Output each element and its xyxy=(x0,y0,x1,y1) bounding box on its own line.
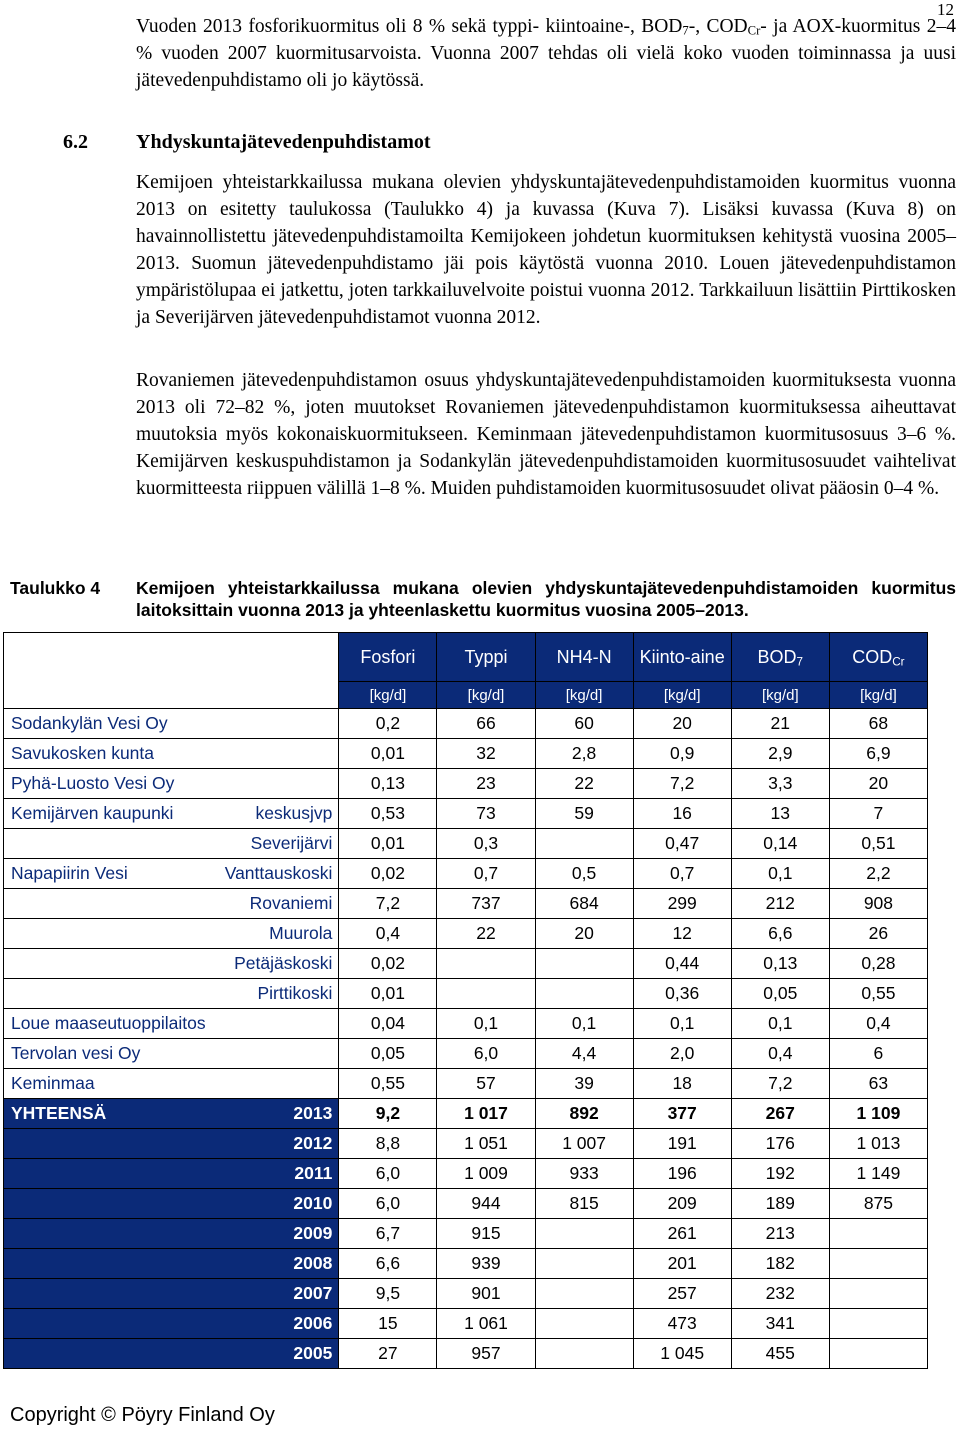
plant-site: Petäjäskoski xyxy=(234,953,333,973)
total-value-cell: 267 xyxy=(731,1099,829,1129)
total-value-cell: 182 xyxy=(731,1249,829,1279)
section-title: Yhdyskuntajätevedenpuhdistamot xyxy=(136,131,431,153)
value-cell: 0,1 xyxy=(437,1009,535,1039)
value-cell: 6 xyxy=(829,1039,927,1069)
value-cell: 0,7 xyxy=(437,859,535,889)
total-value-cell: 341 xyxy=(731,1309,829,1339)
plant-owner: Tervolan vesi Oy xyxy=(11,1043,141,1063)
intro-paragraph: Vuoden 2013 fosforikuormitus oli 8 % sekä typpi- kiintoaine-, $BOD_7-$, $COD_{Cr}-$ ja AOX-kuormitus 2–4 % vuoden 2007 kuormitusarvoista. Vuonna 2007 tehdas oli vielä koko vuoden toiminnassa ja uusi jätevedenpuhdistamo oli jo käytössä. xyxy=(136,16,956,91)
total-value-cell xyxy=(829,1219,927,1249)
copyright: Copyright © Pöyry Finland Oy xyxy=(10,1404,275,1426)
unit-cell: [kg/d] xyxy=(829,682,927,709)
total-value-cell: 957 xyxy=(437,1339,535,1369)
plant-name-cell xyxy=(4,1039,339,1069)
total-value-cell: 6,0 xyxy=(339,1159,437,1189)
value-cell: 0,05 xyxy=(339,1039,437,1069)
value-cell: 0,14 xyxy=(731,829,829,859)
plant-name-cell xyxy=(4,829,339,859)
value-cell: 0,51 xyxy=(829,829,927,859)
total-value-cell: 1 149 xyxy=(829,1159,927,1189)
value-cell: 0,55 xyxy=(339,1069,437,1099)
value-cell: 6,6 xyxy=(731,919,829,949)
value-cell: 0,02 xyxy=(339,859,437,889)
value-cell: 32 xyxy=(437,739,535,769)
value-cell: 22 xyxy=(535,769,633,799)
value-cell: 23 xyxy=(437,769,535,799)
column-header: Fosfori xyxy=(339,633,437,682)
total-value-cell: 1 051 xyxy=(437,1129,535,1159)
total-value-cell: 196 xyxy=(633,1159,731,1189)
plant-site: Rovaniemi xyxy=(249,893,333,913)
total-value-cell xyxy=(829,1249,927,1279)
value-cell: 0,1 xyxy=(535,1009,633,1039)
value-cell: 0,53 xyxy=(339,799,437,829)
value-cell: 684 xyxy=(535,889,633,919)
total-value-cell xyxy=(535,1249,633,1279)
total-value-cell: 815 xyxy=(535,1189,633,1219)
table-row xyxy=(4,889,928,919)
total-value-cell: 261 xyxy=(633,1219,731,1249)
value-cell: 908 xyxy=(829,889,927,919)
total-value-cell: 1 009 xyxy=(437,1159,535,1189)
value-cell: 0,28 xyxy=(829,949,927,979)
value-cell: 7,2 xyxy=(339,889,437,919)
total-value-cell: 473 xyxy=(633,1309,731,1339)
body-paragraph: Rovaniemen jätevedenpuhdistamon osuus yhdyskuntajätevedenpuhdistamoiden kuormituksesta vuonna 2013 oli 72–82 %, joten muutokset Rovaniemen jätevedenpuhdistamon kuormituksessa aiheuttavat muutoksia myös kokonaiskuormitukseen. Keminmaan jätevedenpuhdistamon kuormitusosuus 3–6 %. Kemijärven keskuspuhdistamon ja Sodankylän jätevedenpuhdistamoiden kuormitusosuudet vaihtelivat kuormitteesta riippuen välillä 1–8 %. Muiden puhdistamoiden kuormitusosuudet olivat pääosin 0–4 %. xyxy=(136,370,956,499)
plant-name-cell xyxy=(4,949,339,979)
plant-name-cell xyxy=(4,889,339,919)
total-year: 2013 xyxy=(293,1103,333,1123)
value-cell: 7,2 xyxy=(633,769,731,799)
value-cell: 212 xyxy=(731,889,829,919)
total-value-cell: 915 xyxy=(437,1219,535,1249)
value-cell: 0,4 xyxy=(829,1009,927,1039)
value-cell xyxy=(535,979,633,1009)
value-cell: 16 xyxy=(633,799,731,829)
plant-name-cell xyxy=(4,1009,339,1039)
total-value-cell: 901 xyxy=(437,1279,535,1309)
value-cell: 2,0 xyxy=(633,1039,731,1069)
value-cell: 0,01 xyxy=(339,739,437,769)
total-year: 2012 xyxy=(4,1129,339,1159)
total-value-cell: 377 xyxy=(633,1099,731,1129)
plant-name-cell xyxy=(4,1069,339,1099)
total-value-cell: 1 017 xyxy=(437,1099,535,1129)
value-cell xyxy=(437,949,535,979)
plant-site: Vanttauskoski xyxy=(224,863,333,883)
total-value-cell: 9,5 xyxy=(339,1279,437,1309)
total-value-cell: 192 xyxy=(731,1159,829,1189)
total-value-cell: 213 xyxy=(731,1219,829,1249)
total-value-cell xyxy=(829,1309,927,1339)
value-cell: 20 xyxy=(633,709,731,739)
caption-label: Taulukko 4 xyxy=(10,578,101,598)
total-value-cell: 176 xyxy=(731,1129,829,1159)
value-cell: 0,55 xyxy=(829,979,927,1009)
value-cell: 0,1 xyxy=(731,859,829,889)
column-header: NH4-N xyxy=(535,633,633,682)
value-cell: 68 xyxy=(829,709,927,739)
total-year: 2009 xyxy=(4,1219,339,1249)
total-value-cell: 1 045 xyxy=(633,1339,731,1369)
table-row xyxy=(4,859,928,889)
table-row xyxy=(4,799,928,829)
value-cell: 3,3 xyxy=(731,769,829,799)
total-value-cell: 875 xyxy=(829,1189,927,1219)
plant-owner: Pyhä-Luosto Vesi Oy xyxy=(11,773,175,793)
total-value-cell: 232 xyxy=(731,1279,829,1309)
unit-cell: [kg/d] xyxy=(437,682,535,709)
total-value-cell: 6,7 xyxy=(339,1219,437,1249)
total-value-cell: 27 xyxy=(339,1339,437,1369)
table-row xyxy=(4,769,928,799)
total-year: 2005 xyxy=(4,1339,339,1369)
total-row xyxy=(4,1129,928,1159)
column-header: Typpi xyxy=(437,633,535,682)
total-year: 2011 xyxy=(4,1159,339,1189)
table-row xyxy=(4,829,928,859)
total-value-cell xyxy=(535,1309,633,1339)
total-value-cell: 15 xyxy=(339,1309,437,1339)
total-row xyxy=(4,1219,928,1249)
unit-cell: [kg/d] xyxy=(731,682,829,709)
value-cell: 737 xyxy=(437,889,535,919)
total-year: 2006 xyxy=(4,1309,339,1339)
value-cell: 0,04 xyxy=(339,1009,437,1039)
column-header: Kiinto-aine xyxy=(633,633,731,682)
table-row xyxy=(4,979,928,1009)
total-value-cell xyxy=(829,1279,927,1309)
page-number: 12 xyxy=(937,0,954,19)
total-value-cell: 201 xyxy=(633,1249,731,1279)
total-value-cell xyxy=(535,1219,633,1249)
plant-name-cell xyxy=(4,979,339,1009)
value-cell: 0,3 xyxy=(437,829,535,859)
total-value-cell: 189 xyxy=(731,1189,829,1219)
load-table xyxy=(3,632,928,1369)
value-cell: 6,9 xyxy=(829,739,927,769)
total-value-cell: 944 xyxy=(437,1189,535,1219)
total-row xyxy=(4,1339,928,1369)
plant-owner: Savukosken kunta xyxy=(11,743,155,763)
value-cell: 0,36 xyxy=(633,979,731,1009)
value-cell: 0,9 xyxy=(633,739,731,769)
table-row xyxy=(4,949,928,979)
total-value-cell: 892 xyxy=(535,1099,633,1129)
value-cell: 66 xyxy=(437,709,535,739)
value-cell: 59 xyxy=(535,799,633,829)
value-cell: 2,9 xyxy=(731,739,829,769)
total-value-cell: 6,6 xyxy=(339,1249,437,1279)
table-row xyxy=(4,1009,928,1039)
total-value-cell: 933 xyxy=(535,1159,633,1189)
value-cell: 6,0 xyxy=(437,1039,535,1069)
value-cell: 22 xyxy=(437,919,535,949)
value-cell: 0,4 xyxy=(339,919,437,949)
table-row xyxy=(4,1069,928,1099)
value-cell: 39 xyxy=(535,1069,633,1099)
unit-cell: [kg/d] xyxy=(633,682,731,709)
total-row xyxy=(4,1099,928,1129)
value-cell: 0,13 xyxy=(339,769,437,799)
value-cell: 0,05 xyxy=(731,979,829,1009)
total-value-cell: 939 xyxy=(437,1249,535,1279)
plant-name-cell xyxy=(4,859,339,889)
total-label-cell xyxy=(4,1099,339,1129)
total-value-cell: 1 109 xyxy=(829,1099,927,1129)
total-value-cell: 1 007 xyxy=(535,1129,633,1159)
plant-name-cell xyxy=(4,769,339,799)
total-value-cell: 257 xyxy=(633,1279,731,1309)
value-cell: 0,7 xyxy=(633,859,731,889)
caption-text: Kemijoen yhteistarkkailussa mukana olevien yhdyskuntajätevedenpuhdistamoiden kuormitus laitoksittain vuonna 2013 ja yhteenlaskettu kuormitus vuosina 2005–2013. xyxy=(136,578,956,620)
value-cell xyxy=(437,979,535,1009)
total-row xyxy=(4,1159,928,1189)
total-row xyxy=(4,1249,928,1279)
body-paragraph: Kemijoen yhteistarkkailussa mukana olevien yhdyskuntajätevedenpuhdistamoiden kuormitus vuonna 2013 on esitetty taulukossa (Taulukko 4) ja kuvassa (Kuva 7). Lisäksi kuvassa (Kuva 8) on havainnollistettu jätevedenpuhdistamoilta Kemijokeen johdetun kuormituksen kehitystä vuosina 2005–2013. Suomun jätevedenpuhdistamo jäi pois käytöstä vuonna 2010. Louen jätevedenpuhdistamon ympäristölupaa ei jatkettu, joten tarkkailuvelvoite poistui vuonna 2012. Tarkkailuun lisättiin Pirttikosken ja Severijärven jätevedenpuhdistamot vuonna 2012. xyxy=(136,172,956,328)
column-header: $COD_{Cr}$ xyxy=(829,633,927,682)
total-value-cell: 8,8 xyxy=(339,1129,437,1159)
value-cell: 7,2 xyxy=(731,1069,829,1099)
plant-owner: Keminmaa xyxy=(11,1073,95,1093)
plant-owner: Sodankylän Vesi Oy xyxy=(11,713,168,733)
column-header: $BOD_7$ xyxy=(731,633,829,682)
value-cell: 299 xyxy=(633,889,731,919)
table-row xyxy=(4,1039,928,1069)
value-cell: 57 xyxy=(437,1069,535,1099)
table-row xyxy=(4,739,928,769)
plant-name-cell xyxy=(4,739,339,769)
value-cell: 0,1 xyxy=(731,1009,829,1039)
total-value-cell: 1 061 xyxy=(437,1309,535,1339)
total-value-cell: 9,2 xyxy=(339,1099,437,1129)
value-cell: 2,2 xyxy=(829,859,927,889)
total-value-cell: 455 xyxy=(731,1339,829,1369)
value-cell: 63 xyxy=(829,1069,927,1099)
plant-name-cell xyxy=(4,709,339,739)
plant-site: Muurola xyxy=(269,923,333,943)
value-cell: 18 xyxy=(633,1069,731,1099)
value-cell: 21 xyxy=(731,709,829,739)
value-cell: 73 xyxy=(437,799,535,829)
total-value-cell: 6,0 xyxy=(339,1189,437,1219)
plant-site: keskusjvp xyxy=(255,803,333,823)
value-cell: 0,4 xyxy=(731,1039,829,1069)
plant-site: Pirttikoski xyxy=(257,983,333,1003)
value-cell: 60 xyxy=(535,709,633,739)
total-value-cell xyxy=(829,1339,927,1369)
unit-cell: [kg/d] xyxy=(535,682,633,709)
total-year: 2010 xyxy=(4,1189,339,1219)
table-row xyxy=(4,709,928,739)
table-row xyxy=(4,919,928,949)
plant-owner: Kemijärven kaupunki xyxy=(11,803,174,823)
header-blank-cell xyxy=(4,633,339,709)
value-cell: 12 xyxy=(633,919,731,949)
value-cell: 4,4 xyxy=(535,1039,633,1069)
plant-name-cell xyxy=(4,799,339,829)
total-value-cell xyxy=(535,1339,633,1369)
value-cell: 20 xyxy=(829,769,927,799)
value-cell xyxy=(535,829,633,859)
plant-site: Severijärvi xyxy=(250,833,333,853)
total-year: 2007 xyxy=(4,1279,339,1309)
value-cell: 0,13 xyxy=(731,949,829,979)
value-cell: 13 xyxy=(731,799,829,829)
value-cell: 0,01 xyxy=(339,979,437,1009)
value-cell: 2,8 xyxy=(535,739,633,769)
total-year: 2008 xyxy=(4,1249,339,1279)
value-cell: 0,44 xyxy=(633,949,731,979)
total-row xyxy=(4,1189,928,1219)
value-cell xyxy=(535,949,633,979)
unit-cell: [kg/d] xyxy=(339,682,437,709)
total-row xyxy=(4,1279,928,1309)
total-row xyxy=(4,1309,928,1339)
value-cell: 20 xyxy=(535,919,633,949)
table-header-row xyxy=(4,633,928,682)
value-cell: 0,2 xyxy=(339,709,437,739)
value-cell: 7 xyxy=(829,799,927,829)
total-value-cell: 209 xyxy=(633,1189,731,1219)
total-value-cell: 1 013 xyxy=(829,1129,927,1159)
total-value-cell xyxy=(535,1279,633,1309)
section-number: 6.2 xyxy=(63,131,88,153)
value-cell: 0,02 xyxy=(339,949,437,979)
value-cell: 26 xyxy=(829,919,927,949)
value-cell: 0,01 xyxy=(339,829,437,859)
value-cell: 0,47 xyxy=(633,829,731,859)
plant-owner: Loue maaseutuoppilaitos xyxy=(11,1013,206,1033)
value-cell: 0,5 xyxy=(535,859,633,889)
plant-name-cell xyxy=(4,919,339,949)
total-value-cell: 191 xyxy=(633,1129,731,1159)
total-label: YHTEENSÄ xyxy=(11,1103,107,1123)
value-cell: 0,1 xyxy=(633,1009,731,1039)
plant-owner: Napapiirin Vesi xyxy=(11,863,128,883)
